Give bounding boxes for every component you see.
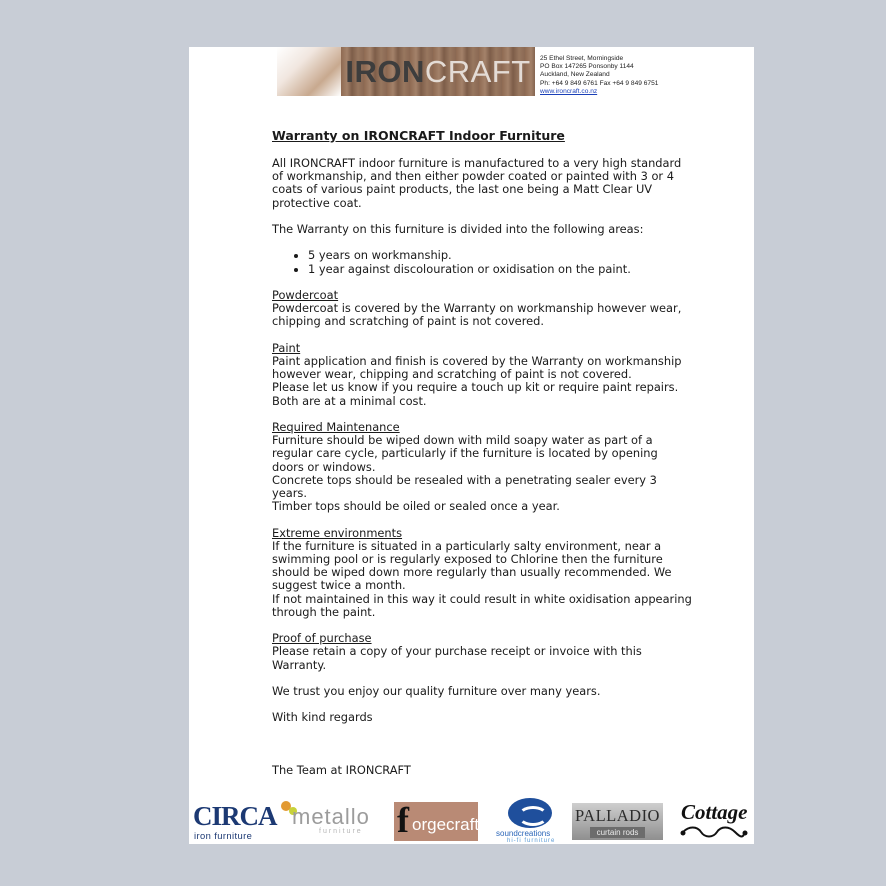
list-item: • 5 years on workmanship. xyxy=(308,249,692,262)
soundcreations-tagline: hi-fi furniture xyxy=(507,838,556,844)
circa-wordmark: CIRCA xyxy=(193,801,277,831)
forgecraft-initial: f xyxy=(397,800,409,840)
document-title: Warranty on IRONCRAFT Indoor Furniture xyxy=(272,128,565,143)
logo-wood-panel xyxy=(341,47,535,96)
cottage-logo xyxy=(677,797,753,844)
intro-paragraph: All IRONCRAFT indoor furniture is manufactured to a very high standard of workmanship, and then either powder coated or painted with 3 or 4 coats of various paint products, the last one being a Matt Clear UV protective coat. xyxy=(272,156,682,210)
forgecraft-logo xyxy=(394,802,478,841)
soundcreations-logo xyxy=(496,797,560,844)
circa-logo xyxy=(193,797,277,844)
forgecraft-wordmark: orgecraft xyxy=(412,815,480,834)
section-maintenance xyxy=(272,421,692,513)
signature-line: The Team at IRONCRAFT xyxy=(272,763,411,778)
palladio-tagline: curtain rods xyxy=(590,827,645,838)
warranty-body xyxy=(272,128,692,791)
section-line: Please let us know if you require a touch up kit or require paint repairs. Both are at a minimal cost. xyxy=(272,380,679,408)
section-line: Powdercoat is covered by the Warranty on workmanship however wear, chipping and scratching of paint is not covered. xyxy=(272,301,682,329)
logo-word-iron: IRON xyxy=(345,54,425,89)
areas-intro: The Warranty on this furniture is divided into the following areas: xyxy=(272,222,644,236)
section-paint xyxy=(272,342,692,408)
phone-fax-line: Ph: +64 9 849 6761 Fax +64 9 849 6751 xyxy=(540,79,659,87)
scroll-ornament-icon xyxy=(679,826,749,838)
section-line: If the furniture is situated in a particularly salty environment, near a swimming pool or is regularly exposed to Chlorine then the furniture should be wiped down more regularly than usually recommended. We suggest twice a month. xyxy=(272,538,672,593)
section-line: Concrete tops should be resealed with a penetrating sealer every 3 years. xyxy=(272,472,657,500)
metallo-logo xyxy=(279,797,379,844)
section-line: If not maintained in this way it could result in white oxidisation appearing through the paint. xyxy=(272,591,692,619)
regards-line: With kind regards xyxy=(272,710,373,725)
list-item: • 1 year against discolouration or oxidisation on the paint. xyxy=(308,263,692,276)
metallo-tagline: furniture xyxy=(319,828,363,835)
cottage-wordmark: Cottage xyxy=(681,800,748,824)
address-line: Auckland, New Zealand xyxy=(540,71,610,79)
section-heading: Extreme environments xyxy=(272,525,403,540)
section-heading: Proof of purchase xyxy=(272,631,372,646)
warranty-areas-list xyxy=(272,249,692,275)
document-page xyxy=(189,47,754,844)
section-heading: Paint xyxy=(272,340,301,355)
logo-word-craft: CRAFT xyxy=(424,54,531,89)
logo-swirl-graphic xyxy=(277,47,341,96)
circa-tagline: iron furniture xyxy=(194,830,253,841)
soundcreations-wordmark: soundcreations xyxy=(496,829,551,838)
section-proof xyxy=(272,632,692,672)
logo-wordmark xyxy=(341,47,535,96)
section-extreme xyxy=(272,527,692,619)
address-line: PO Box 147265 Ponsonby 1144 xyxy=(540,63,634,71)
brand-logo-strip xyxy=(189,797,754,844)
ironcraft-logo xyxy=(277,47,535,96)
metallo-wordmark: metallo xyxy=(292,804,370,829)
section-heading: Required Maintenance xyxy=(272,419,400,434)
section-line: Furniture should be wiped down with mild soapy water as part of a regular care cycle, particularly if the furniture is located by opening doors or windows. xyxy=(272,433,658,474)
section-line: Paint application and finish is covered by the Warranty on workmanship however wear, chipping and scratching of paint is not covered. xyxy=(272,353,682,382)
palladio-wordmark: PALLADIO xyxy=(575,806,660,825)
address-line: 25 Ethel Street, Morningside xyxy=(540,55,624,62)
section-heading: Powdercoat xyxy=(272,287,339,302)
soundcreations-mark-icon xyxy=(508,798,552,828)
section-line: Please retain a copy of your purchase receipt or invoice with this Warranty. xyxy=(272,644,642,672)
palladio-logo xyxy=(572,803,663,840)
section-line: Timber tops should be oiled or sealed once a year. xyxy=(272,499,560,514)
section-powdercoat xyxy=(272,289,692,329)
company-address xyxy=(540,55,658,96)
website-link[interactable]: www.ironcraft.co.nz xyxy=(540,87,598,95)
closing-line: We trust you enjoy our quality furniture over many years. xyxy=(272,684,601,698)
